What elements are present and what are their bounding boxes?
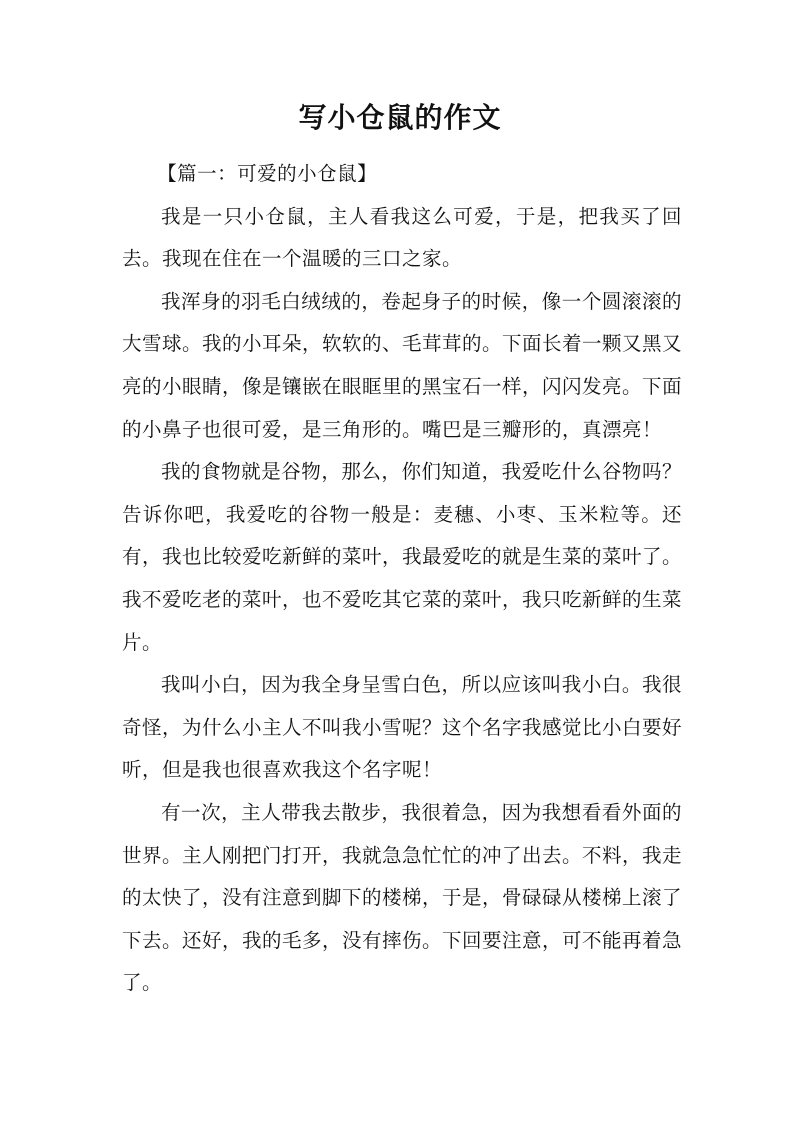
paragraph-name: 我叫小白，因为我全身呈雪白色，所以应该叫我小白。我很奇怪，为什么小主人不叫我小雪呢？这个名字我感觉比小白要好听，但是我也很喜欢我这个名字呢！ [122, 673, 683, 782]
document-title: 写小仓鼠的作文 [298, 101, 502, 134]
document-body [122, 153, 682, 1005]
paragraph-appearance: 我浑身的羽毛白绒绒的，卷起身子的时候，像一个圆滚滚的大雪球。我的小耳朵，软软的、毛茸茸的。下面长着一颗又黑又亮的小眼睛，像是镶嵌在眼眶里的黑宝石一样，闪闪发亮。下面的小鼻子也很可爱，是三角形的。嘴巴是三瓣形的，真漂亮！ [122, 289, 683, 441]
paragraph-walk: 有一次，主人带我去散步，我很着急，因为我想看看外面的世界。主人刚把门打开，我就急急忙忙的冲了出去。不料，我走的太快了，没有注意到脚下的楼梯，于是，骨碌碌从楼梯上滚了下去。还好，我的毛多，没有摔伤。下回要注意，可不能再着急了。 [122, 800, 683, 995]
paragraph-food: 我的食物就是谷物，那么，你们知道，我爱吃什么谷物吗？告诉你吧，我爱吃的谷物一般是：麦穗、小枣、玉米粒等。还有，我也比较爱吃新鲜的菜叶，我最爱吃的就是生菜的菜叶了。我不爱吃老的菜叶，也不爱吃其它菜的菜叶，我只吃新鲜的生菜片。 [122, 460, 683, 654]
paragraph-intro: 我是一只小仓鼠，主人看我这么可爱，于是，把我买了回去。我现在住在一个温暖的三口之家。 [122, 204, 682, 271]
section-heading: 【篇一：可爱的小仓鼠】 [157, 162, 378, 185]
